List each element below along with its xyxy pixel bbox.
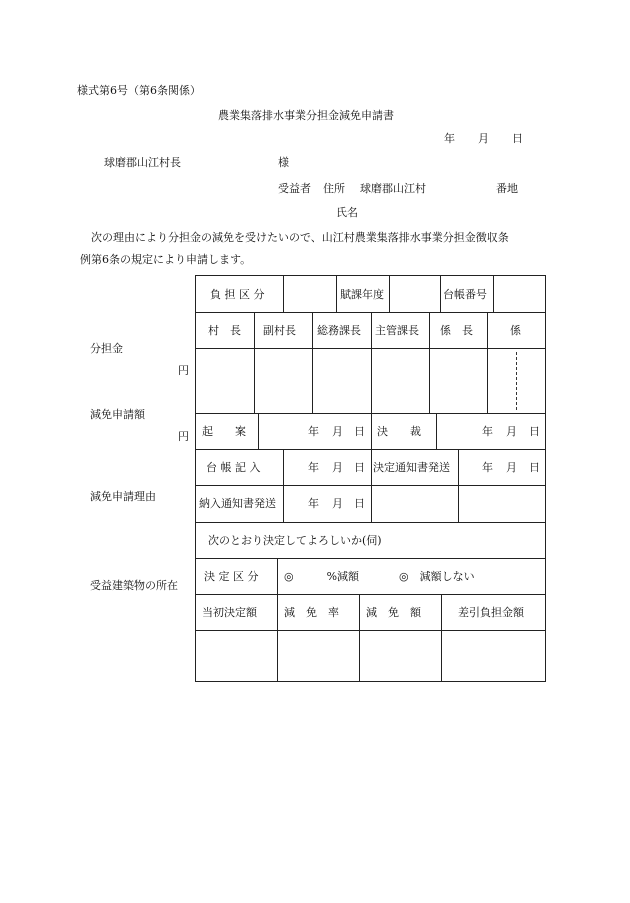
ledger-entry-year: 年 <box>308 461 319 474</box>
option-percent-reduction: ◎ %減額 <box>284 570 360 583</box>
draft-month: 月 <box>332 425 343 438</box>
addressee: 球磨郡山江村長 <box>104 156 181 169</box>
payment-notice-day: 日 <box>354 497 365 510</box>
draft-day: 日 <box>354 425 365 438</box>
ledger-entry-label: 台 帳 記 入 <box>206 461 261 474</box>
address-value: 球磨郡山江村 <box>360 182 426 195</box>
reduction-amount-header: 減 免 額 <box>366 606 421 619</box>
date-year-label: 年 <box>444 132 455 145</box>
charge-label: 分担金 <box>90 342 123 355</box>
draft-year: 年 <box>308 425 319 438</box>
approval-table <box>195 275 546 682</box>
body-line-1: 次の理由により分担金の減免を受けたいので、山江村農業集落排水事業分担金徴収条 <box>91 231 509 244</box>
approver-staff: 係 <box>510 324 521 337</box>
reduction-reason-label: 減免申請理由 <box>90 490 156 503</box>
payment-notice-year: 年 <box>308 497 319 510</box>
payment-notice-month: 月 <box>332 497 343 510</box>
approver-chief: 係 長 <box>440 324 473 337</box>
address-suffix: 番地 <box>496 182 518 195</box>
initial-amount-label: 当初決定額 <box>202 606 257 619</box>
approver-general-affairs: 総務課長 <box>317 324 361 337</box>
form-number: 様式第6号（第6条関係） <box>77 84 201 97</box>
draft-label: 起 案 <box>202 425 246 438</box>
form-title: 農業集落排水事業分担金減免申請書 <box>218 109 394 122</box>
approver-deputy-head: 副村長 <box>263 324 296 337</box>
charge-unit: 円 <box>178 364 189 377</box>
date-day-label: 日 <box>512 132 523 145</box>
name-label: 氏名 <box>336 206 358 219</box>
decision-day: 日 <box>529 425 540 438</box>
decision-label: 決 裁 <box>377 425 421 438</box>
net-charge-label: 差引負担金額 <box>458 606 524 619</box>
date-month-label: 月 <box>478 132 489 145</box>
ledger-entry-day: 日 <box>354 461 365 474</box>
option-no-reduction: ◎ 減額しない <box>399 570 475 583</box>
address-label: 住所 <box>323 182 345 195</box>
decision-month: 月 <box>506 425 517 438</box>
approver-village-head: 村 長 <box>208 324 241 337</box>
approver-section-head: 主管課長 <box>375 324 419 337</box>
reduction-rate-label: 減 免 率 <box>284 606 339 619</box>
decision-notice-year: 年 <box>482 461 493 474</box>
applicant-label: 受益者 <box>278 182 311 195</box>
payment-notice-label: 納入通知書発送 <box>199 497 276 510</box>
decide-question: 次のとおり決定してよろしいか(伺) <box>208 534 382 547</box>
ledger-number-label: 台帳番号 <box>443 288 487 301</box>
reduction-amount-label: 減免申請額 <box>90 408 145 421</box>
decision-notice-month: 月 <box>506 461 517 474</box>
decision-class-label: 決 定 区 分 <box>204 570 259 583</box>
decision-year: 年 <box>482 425 493 438</box>
decision-notice-label: 決定通知書発送 <box>373 461 450 474</box>
decision-notice-day: 日 <box>529 461 540 474</box>
ledger-entry-month: 月 <box>332 461 343 474</box>
body-line-2: 例第6条の規定により申請します。 <box>80 253 252 266</box>
tax-year-label: 賦課年度 <box>340 288 384 301</box>
reduction-amount-unit: 円 <box>178 430 189 443</box>
honorific: 様 <box>278 156 289 169</box>
burden-class-label: 負 担 区 分 <box>210 288 265 301</box>
building-location-label: 受益建築物の所在 <box>90 579 178 592</box>
